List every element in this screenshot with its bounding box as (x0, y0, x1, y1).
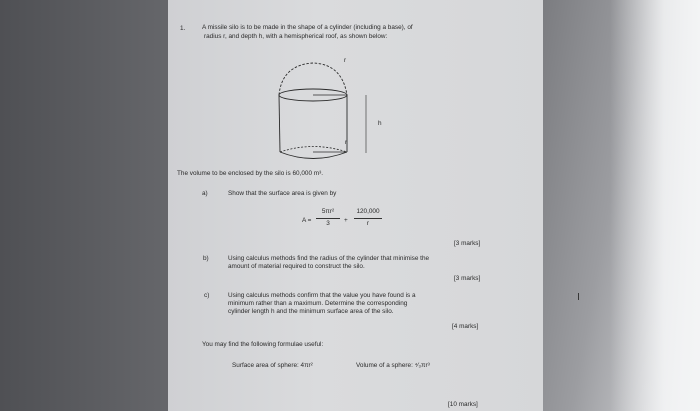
part-b-line-2: amount of material required to construct the silo. (228, 263, 365, 270)
label-r-bottom: r (345, 139, 348, 146)
part-c-line-3: cylinder length h and the minimum surface area of the silo. (228, 308, 394, 315)
window-glare (610, 0, 700, 411)
formula-sphere-area: Surface area of sphere: 4πr² (232, 362, 313, 369)
fraction-1-bar (316, 218, 340, 219)
fraction-2-denominator: r (366, 220, 370, 227)
part-c-label: c) (204, 292, 210, 299)
formula-sphere-volume: Volume of a sphere: ⁴⁄₃πr³ (356, 362, 430, 369)
part-b-label: b) (203, 255, 209, 262)
part-c-line-1: Using calculus methods confirm that the value you have found is a (228, 292, 416, 299)
silo-diagram (268, 55, 388, 170)
fraction-1-denominator: 3 (326, 220, 330, 227)
volume-statement: The volume to be enclosed by the silo is 60,000 m³. (177, 170, 323, 177)
label-h: h (378, 120, 382, 127)
question-number: 1. (180, 25, 186, 32)
fraction-2-bar (354, 218, 382, 219)
desk-background-left (0, 0, 180, 411)
part-c-marks: [4 marks] (452, 323, 479, 330)
fraction-2-numerator: 120,000 (356, 208, 380, 215)
part-b-line-1: Using calculus methods find the radius of the cylinder that minimise the (228, 255, 430, 262)
total-marks: [10 marks] (448, 401, 478, 408)
part-b-marks: [3 marks] (454, 275, 481, 282)
intro-line-2: radius r, and depth h, with a hemispherical roof, as shown below: (204, 33, 388, 40)
formula-plus: + (344, 217, 348, 224)
text-cursor-icon: I (577, 292, 580, 303)
part-a-marks: [3 marks] (454, 240, 481, 247)
formulae-intro: You may find the following formulae useful: (202, 341, 324, 348)
fraction-1-numerator: 5πr² (321, 208, 335, 215)
formula-lhs: A = (302, 217, 312, 224)
intro-line-1: A missile silo is to be made in the shape of a cylinder (including a base), of (202, 24, 413, 31)
part-c-line-2: minimum rather than a maximum. Determine the corresponding (228, 300, 408, 307)
worksheet-page (168, 0, 543, 411)
label-r-top: r (344, 57, 347, 64)
part-a-text: Show that the surface area is given by (228, 190, 337, 197)
part-a-label: a) (202, 190, 208, 197)
